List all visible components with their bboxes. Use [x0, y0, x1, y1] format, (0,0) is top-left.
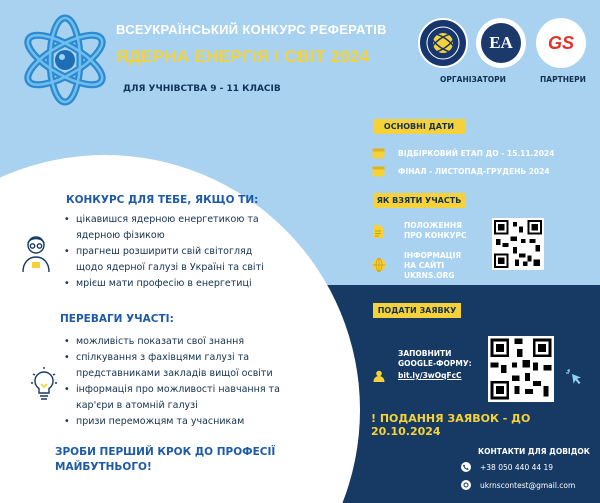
organizer-emblem-icon	[420, 20, 466, 66]
how-to-participate-heading: ЯК ВЗЯТИ УЧАСТЬ	[373, 193, 465, 208]
website-info-link[interactable]: ІНФОРМАЦІЯ НА САЙТІ UKRNS.ORG	[404, 251, 462, 280]
phone-icon	[461, 462, 471, 472]
contact-email[interactable]: ukrnscontest@gmail.com	[480, 481, 576, 490]
user-form-icon	[373, 370, 385, 382]
application-deadline: ! ПОДАННЯ ЗАЯВОК - ДО 20.10.2024	[371, 412, 531, 438]
email-icon	[461, 480, 471, 490]
advantages-heading: ПЕРЕВАГИ УЧАСТІ:	[60, 313, 174, 325]
calendar-icon	[372, 147, 385, 159]
partner-logo-text: GS	[547, 32, 574, 53]
advantages-list	[62, 334, 294, 430]
atom-icon	[15, 10, 115, 110]
organizer-logo-ukrns	[418, 18, 468, 68]
list-item: • спілкування з фахівцями галузі та представниками закладів вищої освіти	[62, 350, 294, 382]
organizer-logo-ea	[476, 18, 526, 68]
list-item: • можливість показати свої знання	[62, 334, 294, 350]
click-cursor-icon	[566, 368, 584, 386]
for-you-list	[62, 212, 282, 292]
contest-title: ВСЕУКРАЇНСЬКИЙ КОНКУРС РЕФЕРАТІВ	[116, 22, 387, 37]
key-dates-heading: ОСНОВНІ ДАТИ	[373, 119, 465, 134]
partners-label: ПАРТНЕРИ	[540, 75, 586, 84]
for-you-heading: КОНКУРС ДЛЯ ТЕБЕ, ЯКЩО ТИ:	[66, 194, 259, 206]
apply-heading: ПОДАТИ ЗАЯВКУ	[373, 303, 461, 318]
call-to-action: ЗРОБИ ПЕРШИЙ КРОК ДО ПРОФЕСІЇ МАЙБУТНЬОГО!	[55, 446, 276, 473]
list-item: • мрієш мати професію в енергетиці	[62, 276, 282, 292]
qr-code-application[interactable]	[488, 336, 554, 402]
globe-icon	[372, 258, 386, 272]
contest-subtitle: ЯДЕРНА ЕНЕРГІЯ І СВІТ 2024	[116, 47, 370, 66]
partner-logo	[536, 18, 586, 68]
contacts-heading: КОНТАКТИ ДЛЯ ДОВІДОК	[478, 447, 590, 456]
final-stage-date: ФІНАЛ - ЛИСТОПАД-ГРУДЕНЬ 2024	[398, 167, 550, 176]
list-item: • інформація про можливості навчання та кар'єри в атомній галузі	[62, 382, 294, 414]
list-item: • цікавишся ядерною енергетикою та ядерною фізикою	[62, 212, 282, 244]
qr-code-website[interactable]	[492, 218, 544, 270]
lightbulb-icon	[30, 366, 58, 408]
list-item: • призи переможцям та учасникам	[62, 414, 294, 430]
selection-stage-date: ВІДБІРКОВИЙ ЕТАП ДО - 15.11.2024	[398, 149, 555, 158]
list-item: • прагнеш розширити свій світогляд щодо ядерної галузі в Україні та світі	[62, 244, 282, 276]
regulations-link[interactable]: ПОЛОЖЕННЯ ПРО КОНКУРС	[404, 221, 467, 240]
ea-logo-text: EA	[481, 23, 521, 63]
audience-label: ДЛЯ УЧНІВСТВА 9 - 11 КЛАСІВ	[123, 84, 281, 94]
google-form-label: ЗАПОВНИТИ GOOGLE-ФОРМУ:	[398, 349, 472, 368]
organizers-label: ОРГАНІЗАТОРИ	[440, 75, 506, 84]
contact-phone[interactable]: +38 050 440 44 19	[480, 463, 554, 472]
student-icon	[18, 232, 54, 274]
document-icon	[372, 224, 384, 239]
calendar-icon	[372, 165, 385, 177]
google-form-link[interactable]: bit.ly/3wOqFcC	[398, 371, 462, 380]
